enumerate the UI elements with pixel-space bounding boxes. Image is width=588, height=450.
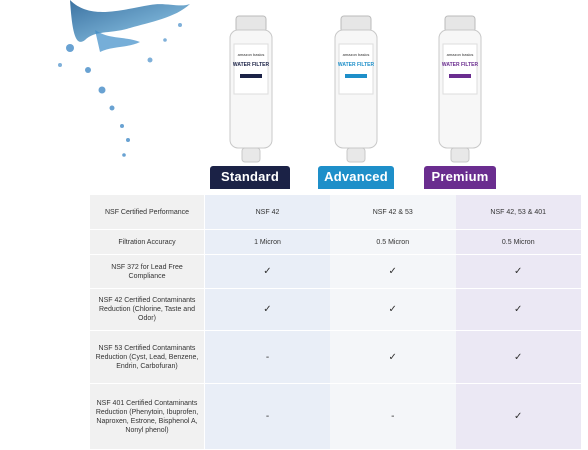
table-row — [90, 289, 581, 331]
standard-check-icon: ✓ — [205, 255, 331, 289]
row-label: NSF 53 Certified Contaminants Reduction (Cyst, Lead, Benzene, Endrin, Carbofuran) — [90, 331, 205, 384]
premium-cell: 0.5 Micron — [456, 230, 582, 255]
advanced-check-icon: ✓ — [330, 289, 456, 331]
premium-cell: NSF 42, 53 & 401 — [456, 195, 582, 230]
water-splash-image — [0, 0, 200, 170]
filter-brand: amazon basics — [342, 52, 370, 57]
premium-check-icon: ✓ — [456, 331, 582, 384]
advanced-check-icon: ✓ — [330, 255, 456, 289]
table-row — [90, 331, 581, 384]
tier-standard-underline — [210, 187, 290, 189]
tier-premium-badge: Premium — [424, 166, 496, 187]
standard-filter-image — [222, 14, 280, 164]
standard-cell: 1 Micron — [205, 230, 331, 255]
tier-advanced-badge: Advanced — [318, 166, 394, 187]
filter-brand: amazon basics — [446, 52, 474, 57]
tier-advanced-underline — [318, 187, 394, 189]
row-label: NSF Certified Performance — [90, 195, 205, 230]
filter-product: WATER FILTER — [337, 62, 375, 68]
premium-check-icon: ✓ — [456, 289, 582, 331]
row-label: Filtration Accuracy — [90, 230, 205, 255]
advanced-cell: NSF 42 & 53 — [330, 195, 456, 230]
tier-premium-underline — [424, 187, 496, 189]
advanced-cell: 0.5 Micron — [330, 230, 456, 255]
standard-cell: NSF 42 — [205, 195, 331, 230]
row-label: NSF 401 Certified Contaminants Reduction (Phenytoin, Ibuprofen, Naproxen, Estrone, Bisphenol A, Nonyl phenol) — [90, 384, 205, 450]
table-row — [90, 255, 581, 289]
premium-check-icon: ✓ — [456, 255, 582, 289]
row-label: NSF 372 for Lead Free Compliance — [90, 255, 205, 289]
table-row — [90, 195, 581, 230]
standard-dash-icon: - — [205, 331, 331, 384]
advanced-filter-image — [327, 14, 385, 164]
table-row — [90, 384, 581, 450]
premium-filter-image — [431, 14, 489, 164]
standard-check-icon: ✓ — [205, 289, 331, 331]
advanced-check-icon: ✓ — [330, 331, 456, 384]
tier-standard-badge: Standard — [210, 166, 290, 187]
standard-dash-icon: - — [205, 384, 331, 450]
advanced-dash-icon: - — [330, 384, 456, 450]
row-label: NSF 42 Certified Contaminants Reduction (Chlorine, Taste and Odor) — [90, 289, 205, 331]
filter-brand: amazon basics — [237, 52, 265, 57]
premium-check-icon: ✓ — [456, 384, 582, 450]
filter-product: WATER FILTER — [441, 62, 479, 68]
filter-product: WATER FILTER — [232, 62, 270, 68]
comparison-table — [90, 195, 581, 450]
table-row — [90, 230, 581, 255]
